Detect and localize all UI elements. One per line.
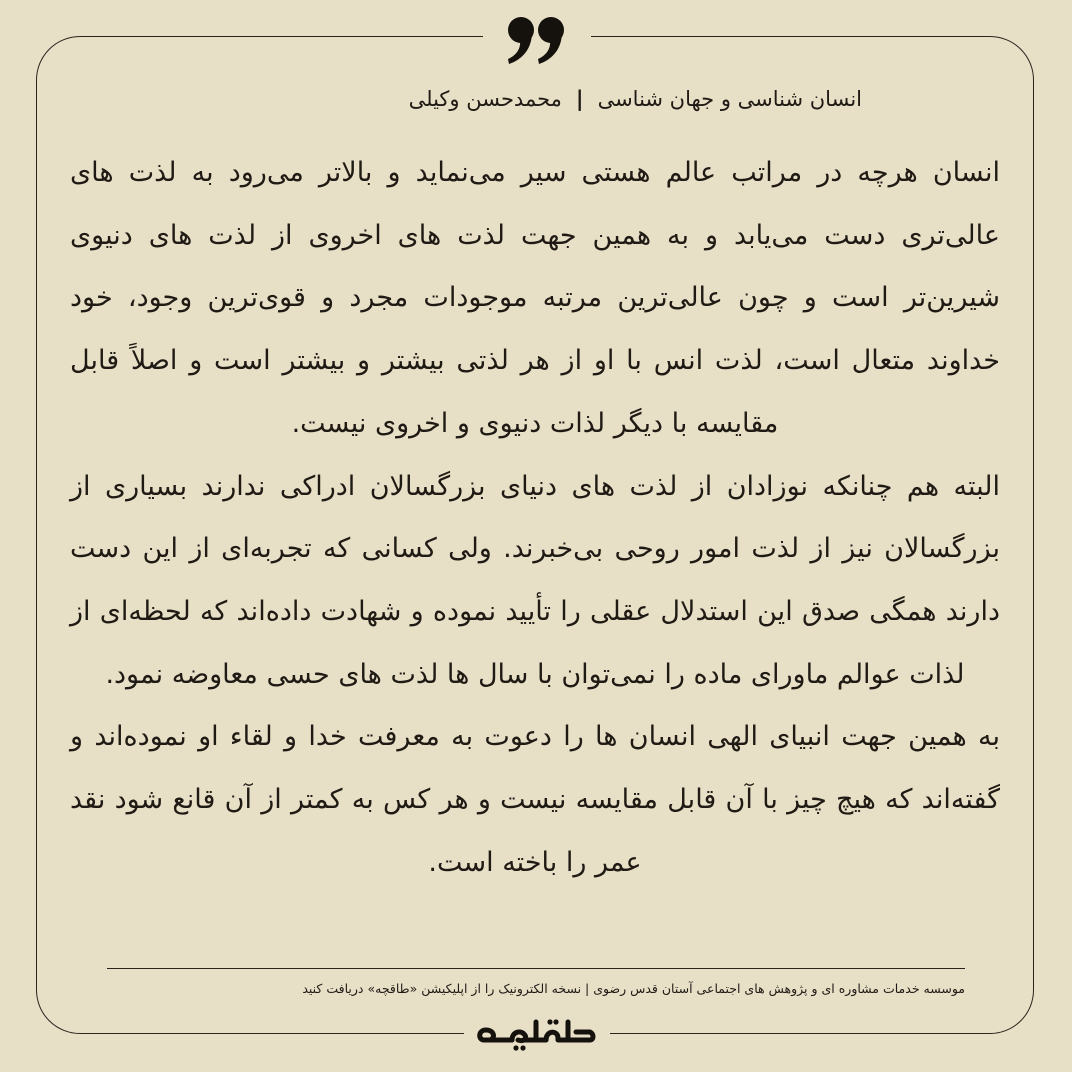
paragraph-1: انسان هرچه در مراتب عالم هستی سیر می‌نماید و بالاتر می‌رود به لذت های عالی‌تری دست می‌یابد و به همین جهت لذت های اخروی از لذت های دنیوی شیرین‌تر است و چون عالی‌ترین مرتبه موجودات مجرد و قوی‌ترین وجود، خود خداوند متعال است، لذت انس با او از هر لذتی بیشتر و بیشتر است و اصلاً قابل مقایسه با دیگر لذات دنیوی و اخروی نیست.	[70, 157, 1000, 439]
author-name: محمدحسن وکیلی	[408, 87, 562, 111]
footer-divider	[107, 968, 965, 969]
paragraph-3: به همین جهت انبیای الهی انسان ها را دعوت به معرفت خدا و لقاء او نموده‌اند و گفته‌اند که هیچ چیز با آن قابل مقایسه نیست و هر کس به کمتر از آن قانع شود نقد عمر را باخته است.	[70, 721, 1000, 878]
book-title: انسان شناسی و جهان شناسی	[597, 87, 862, 111]
publisher-footer: موسسه خدمات مشاوره ای و پژوهش های اجتماعی آستان قدس رضوی | نسخه الکترونیک را از اپلیکیشن «طاقچه» دریافت کنید	[302, 981, 965, 996]
source-header	[409, 84, 862, 114]
quote-icon	[503, 6, 571, 70]
quote-body	[70, 142, 1000, 894]
taaghche-logo	[472, 1008, 600, 1054]
paragraph-2: البته هم چنانکه نوزادان از لذت های دنیای بزرگسالان ادراکی ندارند بسیاری از بزرگسالان نیز از لذت امور روحی بی‌خبرند. ولی کسانی که تجربه‌ای از این دست دارند همگی صدق این استدلال عقلی را تأیید نموده و شهادت داده‌اند که لحظه‌ای از لذات عوالم ماورای ماده را نمی‌توان با سال ها لذت های حسی معاوضه نمود.	[70, 470, 1000, 690]
header-separator: |	[575, 87, 584, 111]
